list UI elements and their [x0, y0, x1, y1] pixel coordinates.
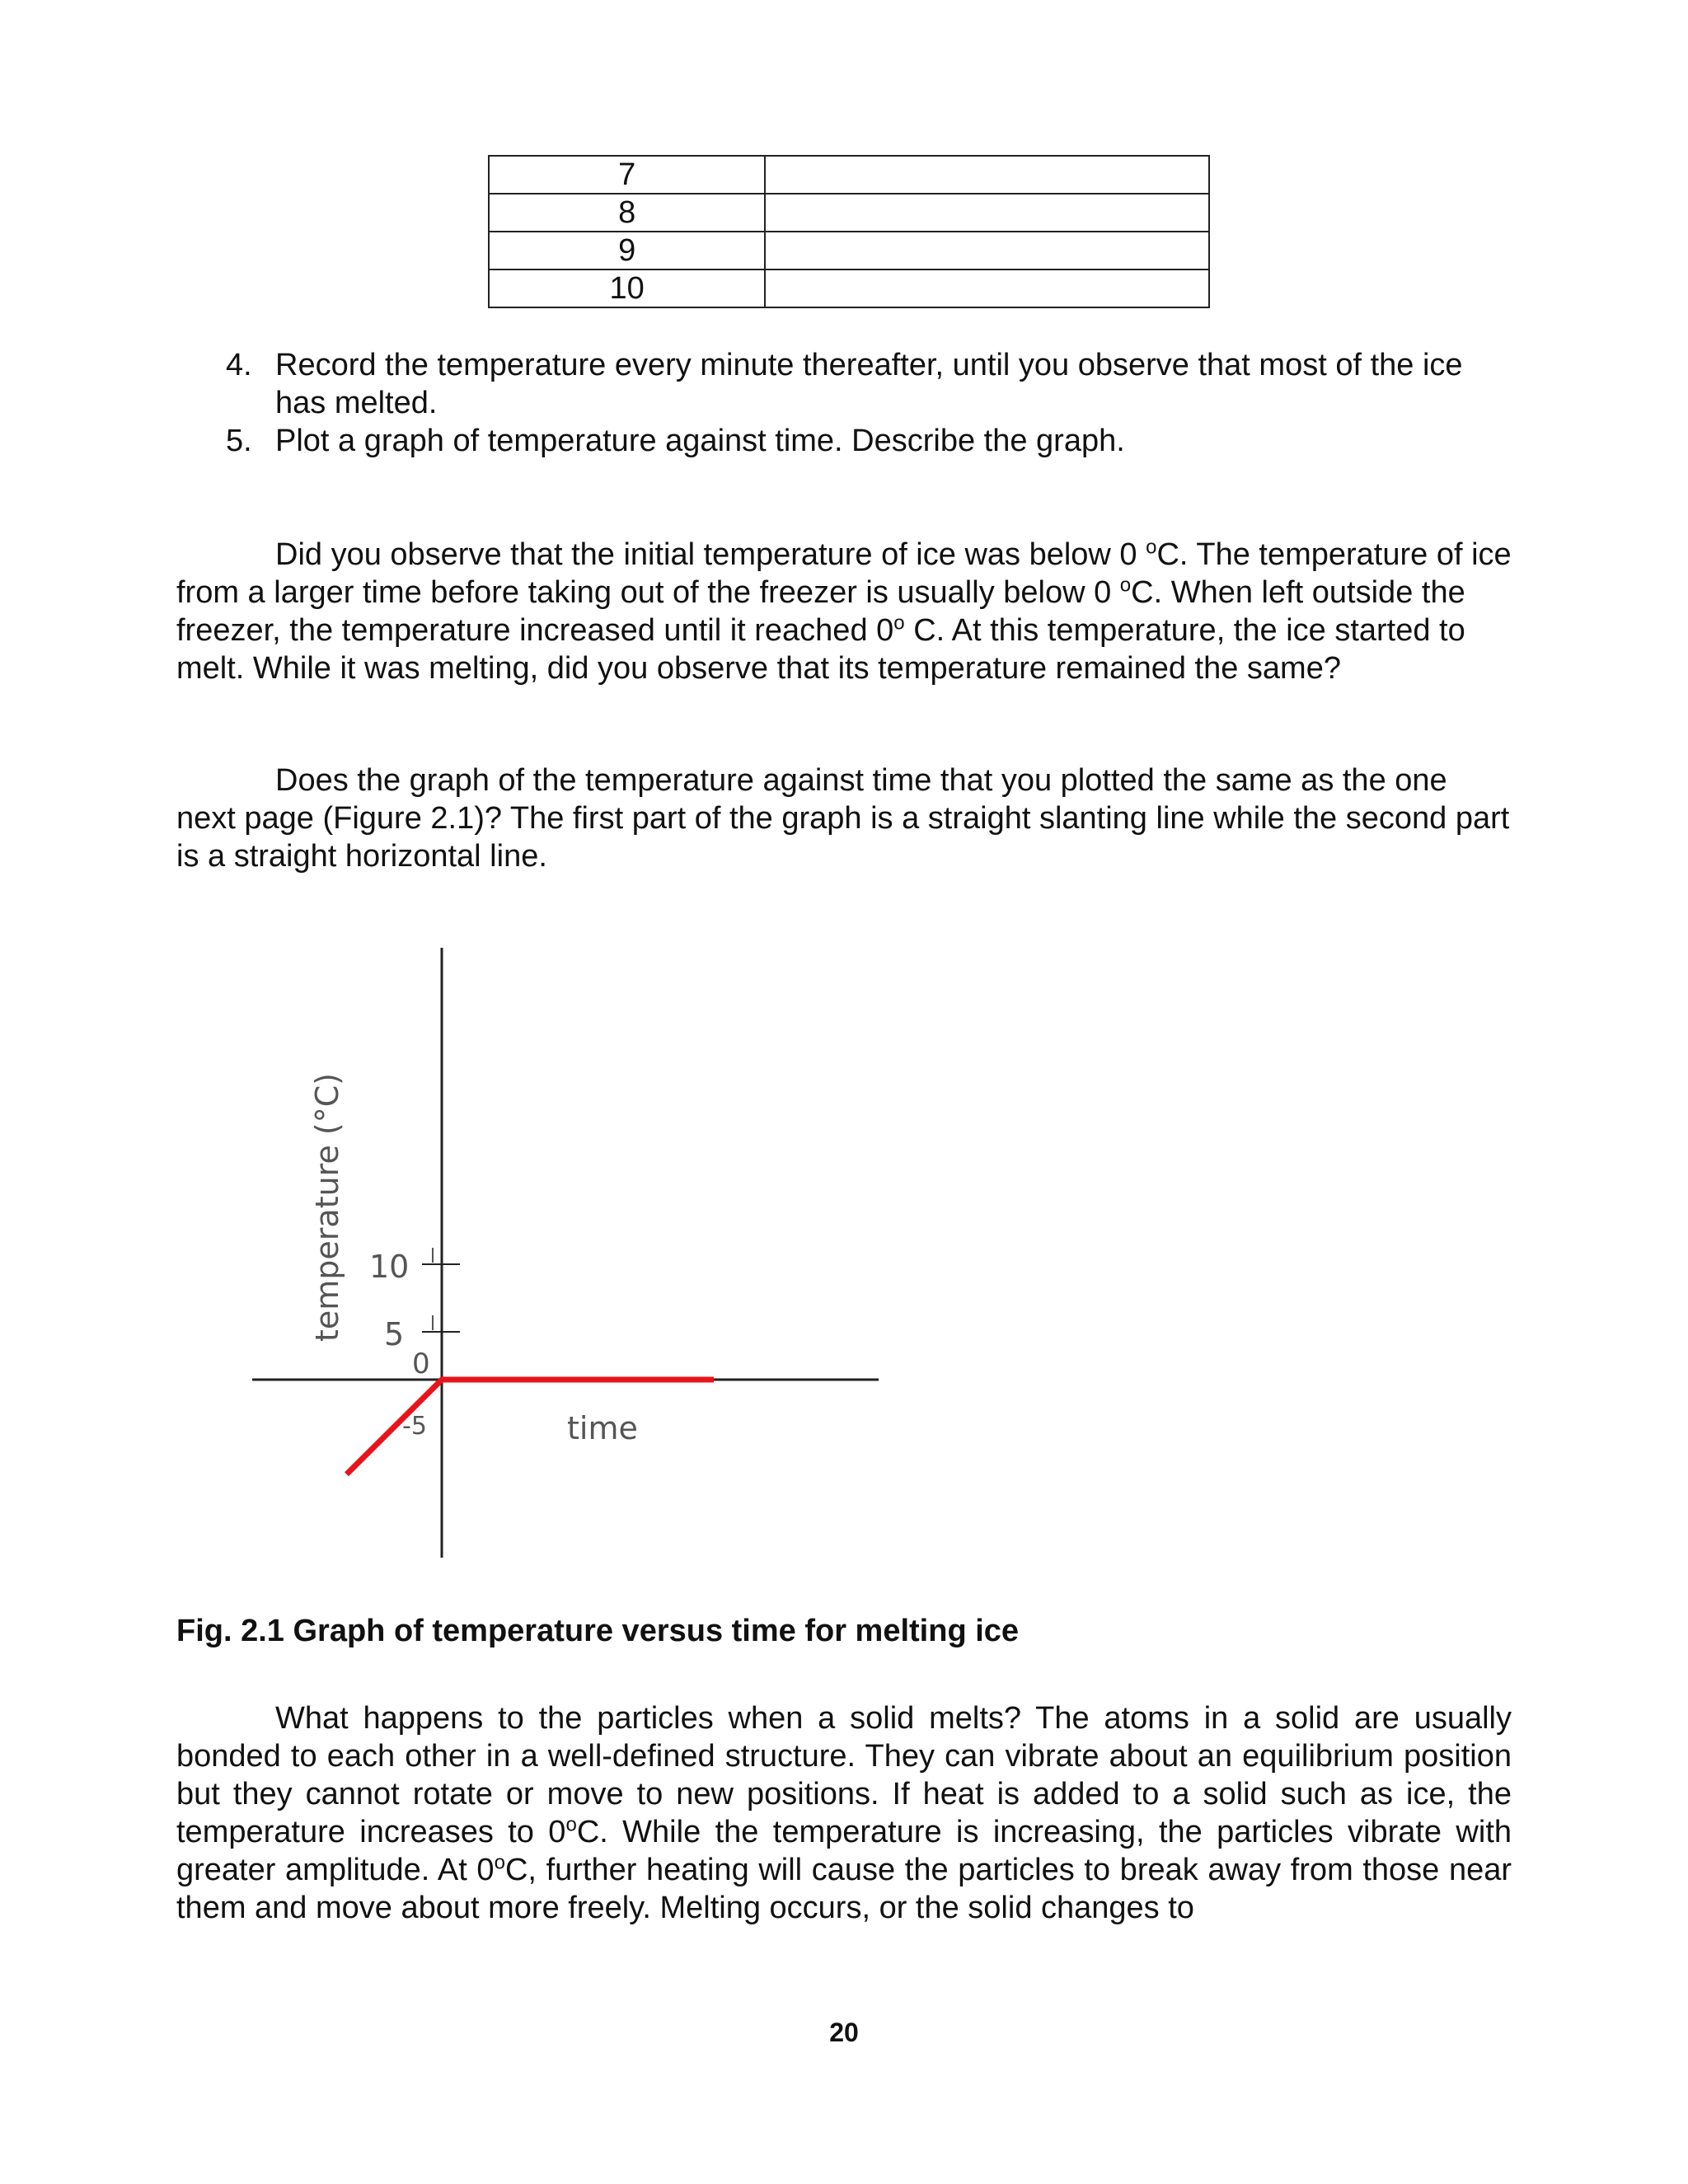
figure-caption: Fig. 2.1 Graph of temperature versus time for melting ice: [176, 1614, 1020, 1648]
table-cell-temperature: [765, 194, 1209, 232]
table-row: [489, 194, 1209, 232]
step-text: Record the temperature every minute thereafter, until you observe that most of the ice has melted.: [275, 348, 1463, 420]
table-cell-time: 8: [489, 194, 765, 232]
paragraph-melting-particles: What happens to the particles when a solid melts? The atoms in a solid are usually bonded to each other in a well-defined structure. They can vibrate about an equilibrium position but they cannot rotate or move to new positions. If heat is added to a solid such as ice, the temperature increases to 0$^o$C. While the temperature is increasing, the particles vibrate with greater amplitude. At 0$^o$C, further heating will cause the particles to break away from those near them and move about more freely. Melting occurs, or the solid changes to: [176, 1701, 1512, 1925]
table-cell-temperature: [765, 156, 1209, 194]
page-number: 20: [829, 2018, 859, 2047]
table-row: [489, 156, 1209, 194]
table-cell-temperature: [765, 232, 1209, 269]
list-item: [221, 346, 1507, 422]
procedure-steps: [221, 346, 1507, 460]
graph-canvas: [176, 930, 885, 1581]
tick-label-minus-5: -5: [402, 1412, 427, 1441]
temperature-time-graph: [176, 930, 885, 1581]
tick-label-0: 0: [412, 1347, 430, 1380]
table-cell-temperature: [765, 269, 1209, 307]
data-table: [488, 155, 1210, 308]
list-item: [221, 422, 1507, 460]
tick-label-10: 10: [369, 1249, 410, 1285]
table-row: [489, 232, 1209, 269]
paragraph-graph-comparison: Does the graph of the temperature against time that you plotted the same as the one next page (Figure 2.1)? The first part of the graph is a straight slanting line while the second part is a straight horizontal line.: [176, 763, 1510, 874]
table-cell-time: 9: [489, 232, 765, 269]
step-number: 4.: [226, 348, 252, 382]
step-text: Plot a graph of temperature against time. Describe the graph.: [275, 424, 1125, 458]
y-axis-label: temperature (°C): [309, 1072, 345, 1342]
table-row: [489, 269, 1209, 307]
step-number: 5.: [226, 424, 252, 458]
tick-label-5: 5: [384, 1316, 405, 1352]
paragraph-initial-temperature: Did you observe that the initial temperature of ice was below 0 $^o$C. The temperature of ice from a larger time before taking out of the freezer is usually below 0 $^o$C. When left outside the freezer, the temperature increased until it reached 0$^o$ C. At this temperature, the ice started to melt. While it was melting, did you observe that its temperature remained the same?: [176, 536, 1512, 686]
table-cell-time: 7: [489, 156, 765, 194]
table-cell-time: 10: [489, 269, 765, 307]
x-axis-label: time: [567, 1410, 638, 1446]
